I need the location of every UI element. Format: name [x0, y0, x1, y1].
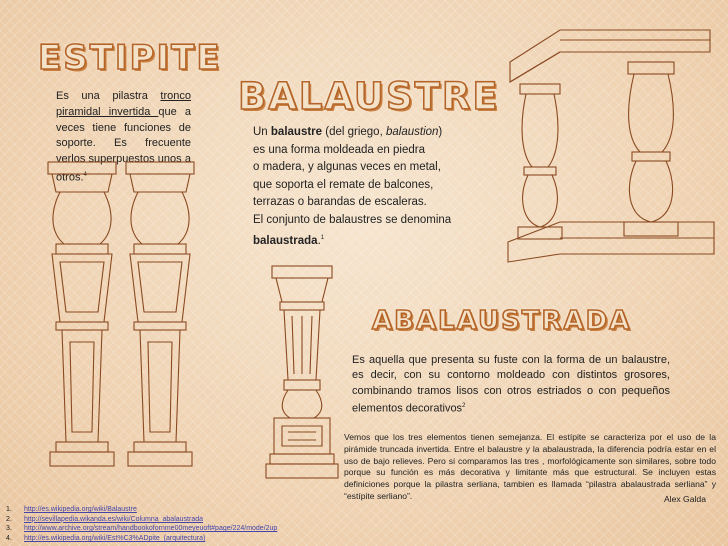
comparison-comment: Vemos que los tres elementos tienen semejanza. El estípite se caracteriza por el uso de la pirámide truncada invertida. Entre el balaustre y la abalaustrada, la diferencia podría estar en el uso de bajo relieves. Pero si comparamos las tres , morfológicamente son similares, sobre todo porque su función es más decorativa y limitante más que estructural. Se incluyen estas definiciones porque la pilastra serliana, tambien es llamada “pilastra abalaustrada serliana” y “estípite serliano”.: [344, 432, 716, 501]
balaustre-greek-prefix: (del griego,: [322, 126, 386, 138]
abalaustrada-text: Es aquella que presenta su fuste con la forma de un balaustre, es decir, con su contorno moldeado con distintos grosores, combinando tramos lisos con otros estriados o con pequeños elementos decorativos: [352, 354, 670, 415]
balaustre-intro: Un: [253, 126, 271, 138]
balaustre-line: terrazas o barandas de escaleras.: [253, 196, 427, 209]
balaustre-line-1: [253, 124, 493, 142]
reference-item: [6, 524, 277, 534]
balaustre-line: que soporta el remate de balcones,: [253, 178, 434, 191]
balaustre-reference-mark: 1: [320, 234, 325, 241]
reference-link[interactable]: http://es.wikipedia.org/wiki/Balaustre: [24, 506, 137, 513]
reference-item: [6, 515, 277, 525]
balaustre-line: El conjunto de balaustres se denomina: [253, 213, 452, 226]
reference-number: 3.: [6, 525, 12, 533]
balaustre-title: BALAUSTRE: [238, 75, 500, 118]
estipite-pilaster-left: [48, 162, 116, 466]
reference-item: [6, 505, 277, 515]
references-list: [6, 505, 277, 544]
balaustre-line: es una forma moldeada en piedra: [253, 143, 425, 156]
balaustre-last-line: [253, 230, 493, 250]
reference-link[interactable]: http://sevillapedia.wikanda.es/wiki/Columna_abalaustrada: [24, 515, 203, 523]
estipite-illustration: [42, 152, 204, 492]
reference-number: 1.: [6, 506, 12, 513]
abalaustrada-title: ABALAUSTRADA: [372, 306, 632, 336]
abalaustrada-description: [352, 353, 670, 417]
abalaustrada-illustration: [262, 262, 342, 504]
balaustre-term: balaustre: [270, 126, 323, 138]
tronco-piramidal-link[interactable]: tronco piramidal invertida: [56, 90, 191, 118]
estipite-text-end: que a veces tiene funciones de soporte. Es frecuente verlos superpuestos unos a otros.: [56, 105, 191, 184]
balaustre-description: [253, 124, 493, 250]
reference-number: 4.: [6, 535, 12, 543]
balaustre-column-left: [518, 84, 562, 239]
reference-number: 2.: [6, 515, 12, 523]
estipite-pilaster-right: [126, 162, 194, 466]
reference-link[interactable]: http://es.wikipedia.org/wiki/Est%C3%ADpite_(arquitectura): [24, 535, 206, 543]
estipite-text-start: Es una pilastra: [56, 90, 161, 102]
balaustre-illustration: [500, 22, 720, 264]
author-name: Alex Galda: [663, 494, 706, 504]
balaustion-word: balaustion: [385, 126, 439, 138]
estipite-reference-mark: 4: [83, 171, 87, 178]
balaustre-close-paren: ): [438, 126, 443, 138]
estipite-title: ESTIPITE: [38, 38, 222, 78]
balaustre-period: .: [317, 234, 321, 247]
reference-item: [6, 534, 277, 544]
reference-link[interactable]: http://www.archive.org/stream/handbookofornme00meyeuoft#page/224/mode/2up: [24, 525, 278, 533]
balaustrada-term: balaustrada: [253, 234, 318, 247]
balaustre-line: o madera, y algunas veces en metal,: [253, 161, 441, 174]
abalaustrada-reference-mark: 2: [462, 403, 466, 410]
balaustre-column-right: [624, 62, 678, 236]
